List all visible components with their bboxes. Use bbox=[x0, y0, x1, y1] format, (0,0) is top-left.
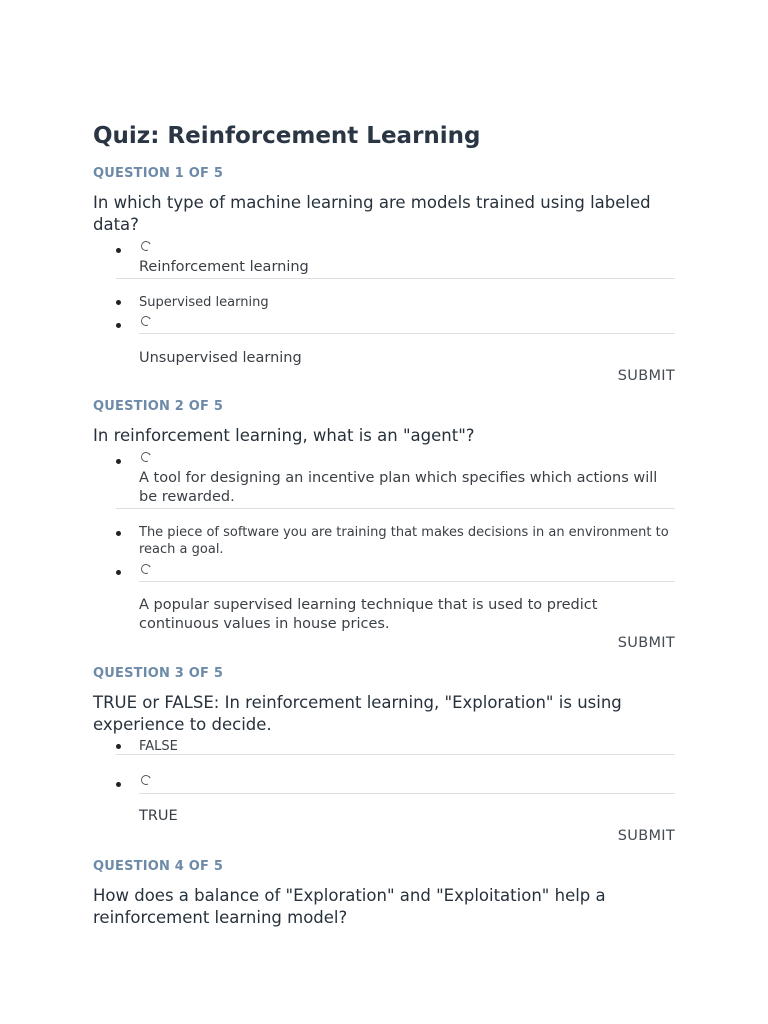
option-divider bbox=[116, 278, 675, 279]
list-bullet bbox=[116, 248, 121, 253]
submit-button-q2[interactable]: SUBMIT bbox=[617, 635, 675, 651]
question-1-text: In which type of machine learning are models trained using labeled data? bbox=[93, 193, 651, 234]
list-bullet bbox=[116, 782, 121, 787]
submit-button-q1[interactable]: SUBMIT bbox=[617, 368, 675, 384]
q2-option-1[interactable]: A tool for designing an incentive plan which specifies which actions will be rewarded. bbox=[139, 470, 658, 505]
question-2-text: In reinforcement learning, what is an "agent"? bbox=[93, 426, 475, 445]
page-title: Quiz: Reinforcement Learning bbox=[93, 123, 481, 149]
list-bullet bbox=[116, 570, 121, 575]
q1-option-2[interactable]: Supervised learning bbox=[139, 295, 269, 310]
option-divider bbox=[139, 581, 675, 582]
q3-option-1[interactable]: FALSE bbox=[139, 739, 178, 754]
option-divider bbox=[139, 333, 675, 334]
radio-button-icon[interactable] bbox=[140, 451, 153, 464]
question-4-number: QUESTION 4 OF 5 bbox=[93, 859, 224, 874]
q2-option-2[interactable]: The piece of software you are training that makes decisions in an environment to reach a goal. bbox=[139, 525, 669, 557]
q3-option-2[interactable]: TRUE bbox=[139, 808, 178, 824]
q1-option-3[interactable]: Unsupervised learning bbox=[139, 350, 302, 366]
list-bullet bbox=[116, 459, 121, 464]
option-divider bbox=[139, 793, 675, 794]
question-1-number: QUESTION 1 OF 5 bbox=[93, 166, 224, 181]
option-divider bbox=[116, 508, 675, 509]
question-4-text: How does a balance of "Exploration" and "Exploitation" help a reinforcement learning model? bbox=[93, 886, 606, 927]
list-bullet bbox=[116, 300, 121, 305]
q2-option-3[interactable]: A popular supervised learning technique that is used to predict continuous values in house prices. bbox=[139, 597, 598, 632]
q1-option-1[interactable]: Reinforcement learning bbox=[139, 259, 309, 275]
question-3-number: QUESTION 3 OF 5 bbox=[93, 666, 224, 681]
submit-button-q3[interactable]: SUBMIT bbox=[617, 828, 675, 844]
radio-button-icon[interactable] bbox=[140, 240, 153, 253]
option-divider bbox=[116, 754, 675, 755]
list-bullet bbox=[116, 744, 121, 749]
list-bullet bbox=[116, 323, 121, 328]
radio-button-icon[interactable] bbox=[140, 563, 153, 576]
question-3-text: TRUE or FALSE: In reinforcement learning, "Exploration" is using experience to decide. bbox=[93, 693, 622, 734]
list-bullet bbox=[116, 531, 121, 536]
radio-button-icon[interactable] bbox=[140, 315, 153, 328]
question-2-number: QUESTION 2 OF 5 bbox=[93, 399, 224, 414]
radio-button-icon[interactable] bbox=[140, 774, 153, 787]
